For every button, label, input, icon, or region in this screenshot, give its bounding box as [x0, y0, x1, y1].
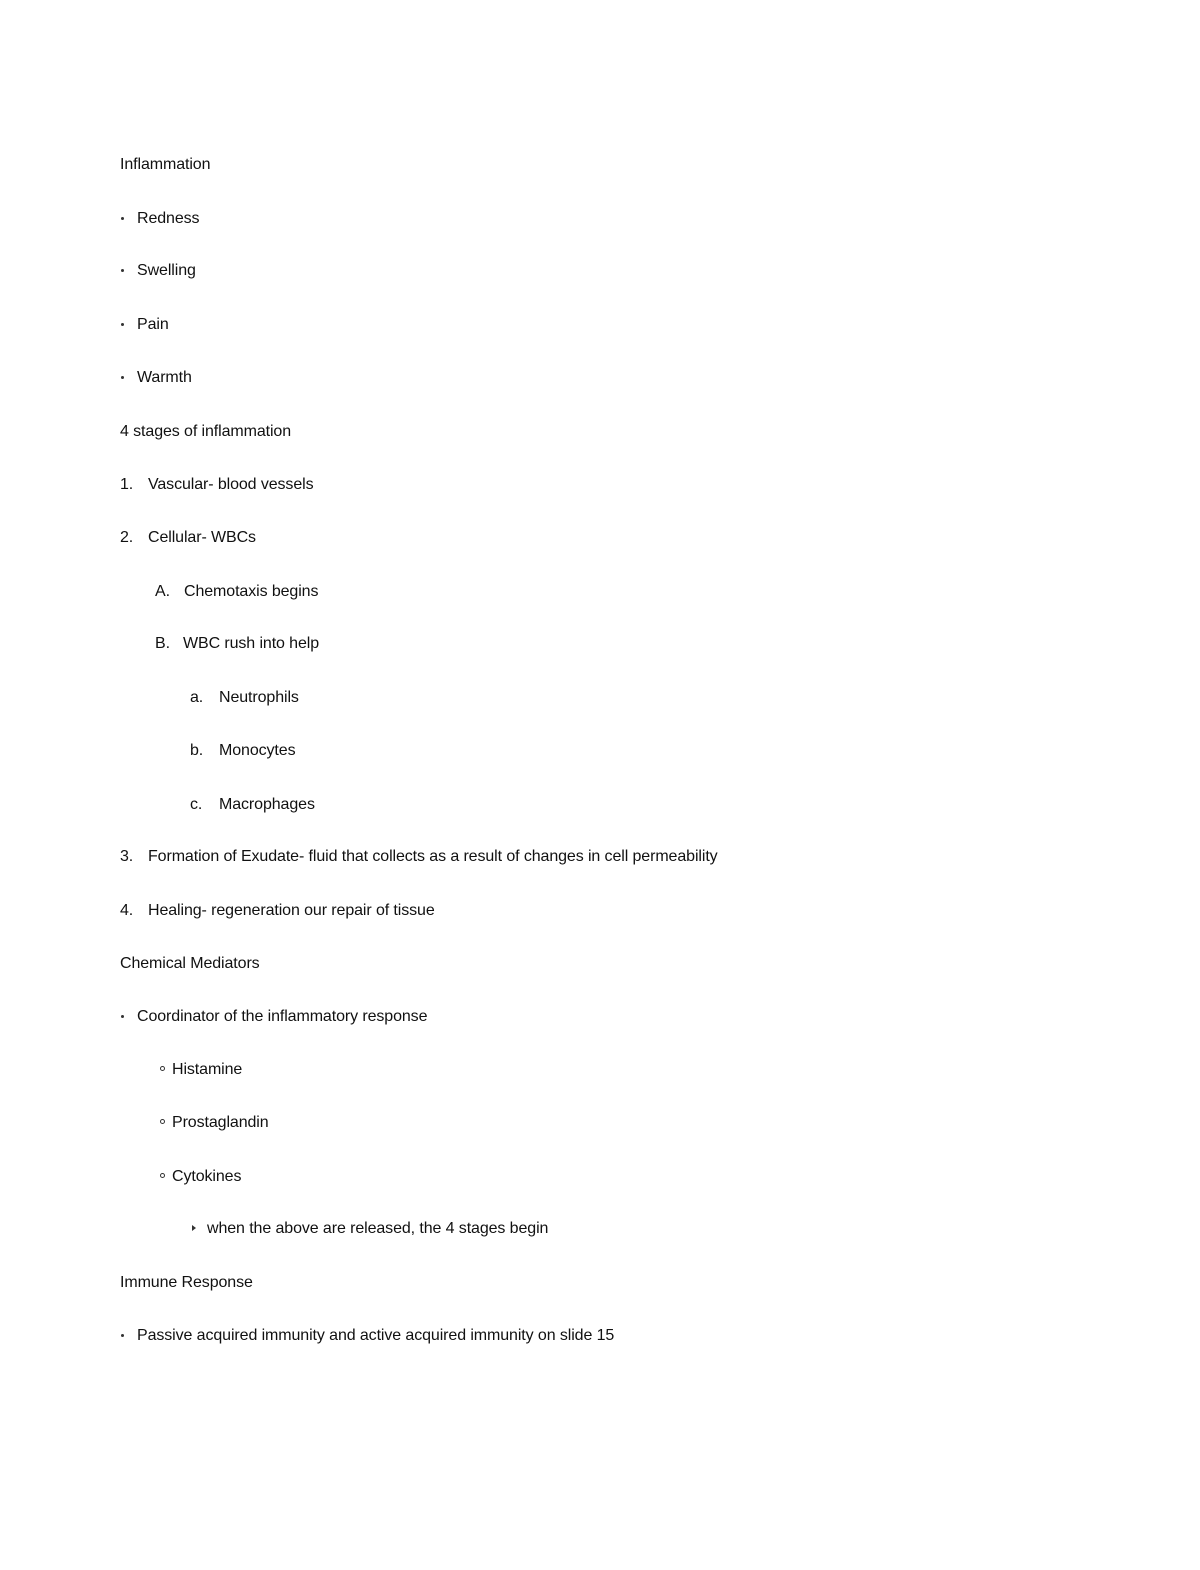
- bullet-icon: [121, 1334, 124, 1337]
- bullet-icon: [121, 323, 124, 326]
- circle-bullet-icon: [160, 1173, 165, 1178]
- list-item-text: Vascular- blood vessels: [148, 476, 314, 493]
- bullet-icon: [121, 269, 124, 272]
- heading-chemical-mediators: Chemical Mediators: [120, 955, 260, 972]
- list-item-text: Macrophages: [219, 796, 315, 813]
- bullet-icon: [121, 376, 124, 379]
- bullet-icon: [121, 217, 124, 220]
- list-item-text: Pain: [137, 316, 169, 333]
- list-item-text: Monocytes: [219, 742, 296, 759]
- circle-bullet-icon: [160, 1066, 165, 1071]
- list-item-text: Coordinator of the inflammatory response: [137, 1008, 428, 1025]
- list-item-text: when the above are released, the 4 stages begin: [207, 1220, 549, 1237]
- list-marker: 1.: [120, 476, 134, 493]
- list-item-text: Prostaglandin: [172, 1114, 269, 1131]
- list-item-text: Formation of Exudate- fluid that collects as a result of changes in cell permeability: [148, 848, 718, 865]
- list-marker: b.: [190, 742, 204, 759]
- list-marker: 2.: [120, 529, 134, 546]
- list-item-text: Passive acquired immunity and active acquired immunity on slide 15: [137, 1327, 615, 1344]
- circle-bullet-icon: [160, 1119, 165, 1124]
- list-marker: c.: [190, 796, 203, 813]
- bullet-icon: [121, 1015, 124, 1018]
- list-marker: A.: [155, 583, 170, 600]
- heading-stages: 4 stages of inflammation: [120, 423, 292, 440]
- list-item-text: Healing- regeneration our repair of tissue: [148, 902, 435, 919]
- list-item-text: Warmth: [137, 369, 192, 386]
- list-item-text: Cytokines: [172, 1168, 242, 1185]
- heading-inflammation: Inflammation: [120, 156, 211, 173]
- list-marker: a.: [190, 689, 204, 706]
- list-marker: 4.: [120, 902, 134, 919]
- list-marker: 3.: [120, 848, 134, 865]
- list-item-text: Histamine: [172, 1061, 243, 1078]
- heading-immune-response: Immune Response: [120, 1274, 253, 1291]
- list-item-text: Redness: [137, 210, 200, 227]
- list-marker: B.: [155, 635, 170, 652]
- list-item-text: Neutrophils: [219, 689, 299, 706]
- triangle-bullet-icon: [192, 1225, 196, 1231]
- list-item-text: Chemotaxis begins: [184, 583, 319, 600]
- list-item-text: WBC rush into help: [183, 635, 320, 652]
- list-item-text: Swelling: [137, 262, 196, 279]
- list-item-text: Cellular- WBCs: [148, 529, 256, 546]
